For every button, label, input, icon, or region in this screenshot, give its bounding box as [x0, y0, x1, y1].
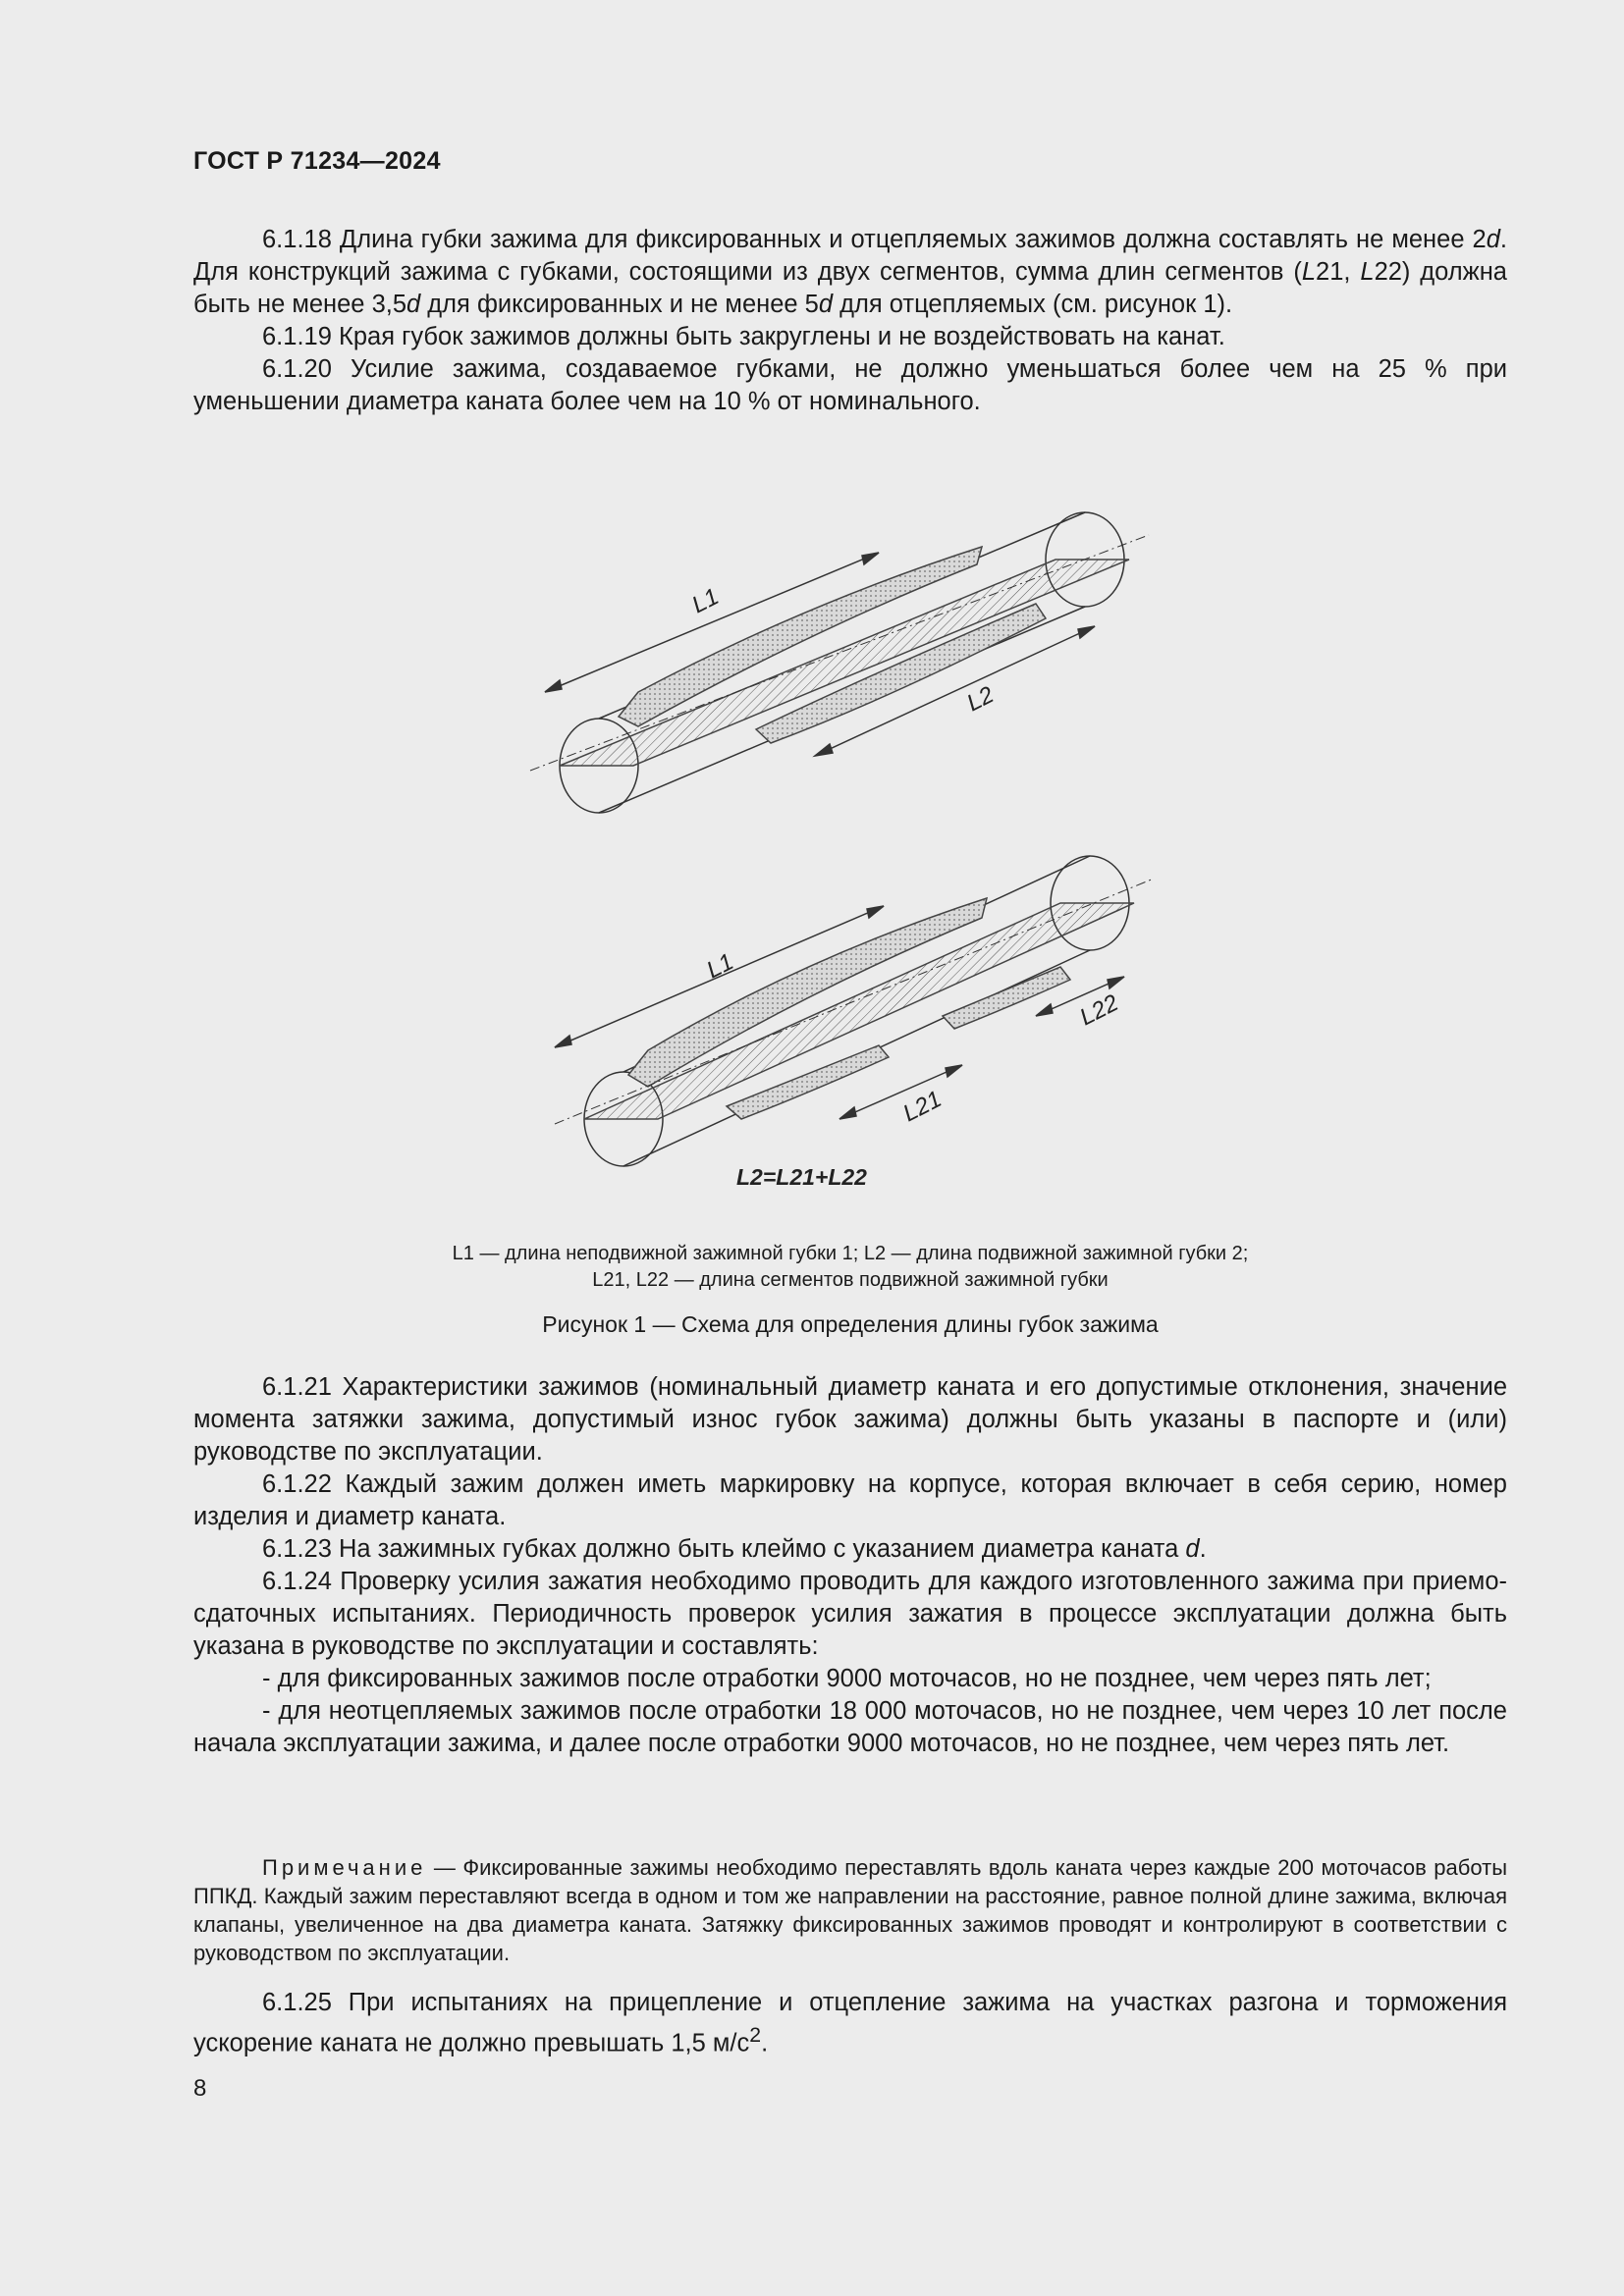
- symbol-d: d: [818, 291, 834, 318]
- figure-caption: Рисунок 1 — Схема для определения длины губок зажима: [542, 1311, 1159, 1337]
- label-top-l2: L2: [962, 681, 999, 718]
- bottom-diagram: [555, 856, 1154, 1166]
- formula-l2: L2=L21+L22: [736, 1164, 867, 1190]
- clause-text: для отцепляемых (см. рисунок 1).: [833, 291, 1233, 318]
- clause-text: 6.1.23 На зажимных губках должно быть клеймо с указанием диаметра каната: [262, 1535, 1186, 1563]
- arrow-head: [867, 906, 884, 918]
- label-bottom-l21: L21: [898, 1086, 947, 1128]
- list-item-detachable-clamps: - для неотцепляемых зажимов после отработки 18 000 моточасов, но не позднее, чем через 10 лет после начала эксплуатации зажима, и далее после отработки 9000 моточасов, но не позднее, чем через пять лет.: [193, 1697, 1507, 1757]
- arrow-head: [862, 553, 879, 564]
- clause-6-1-21: 6.1.21 Характеристики зажимов (номинальный диаметр каната и его допустимые отклонения, значение момента затяжки зажима, допустимый износ губок зажима) должны быть указаны в паспорте и (или) руководстве по эксплуатации.: [193, 1373, 1507, 1466]
- clause-text: 22) должна быть не менее 3,5: [193, 258, 1507, 318]
- note-block: [193, 1853, 1507, 1967]
- arrow-head: [555, 1036, 571, 1047]
- label-top-l1: L1: [687, 583, 724, 619]
- label-bottom-l22: L22: [1075, 989, 1123, 1032]
- arrow-head: [839, 1107, 856, 1119]
- clause-6-1-18: [193, 224, 1507, 321]
- superscript: 2: [749, 2023, 762, 2047]
- rope-section-hatched: [560, 560, 1129, 766]
- clause-6-1-24: 6.1.24 Проверку усилия зажатия необходимо проводить для каждого изготовленного зажима при приемо-сдаточных испытаниях. Периодичность проверок усилия зажатия в процессе эксплуатации должна быть указана в руководстве по эксплуатации и составлять:: [193, 1568, 1507, 1660]
- clause-text: .: [1199, 1535, 1207, 1563]
- symbol-l: L: [1301, 258, 1317, 286]
- arrow-head: [1078, 626, 1095, 638]
- symbol-d: d: [1185, 1535, 1200, 1563]
- symbol-l: L: [1360, 258, 1375, 286]
- arrow-head: [815, 744, 833, 756]
- clause-text: .: [761, 2029, 769, 2057]
- arrow-head: [1036, 1004, 1053, 1016]
- clause-text: . Для конструкций зажима с губками, состоящими из двух сегментов, сумма длин сегментов (: [193, 226, 1507, 286]
- legend-line-1: L1 — длина неподвижной зажимной губки 1; L2 — длина подвижной зажимной губки 2;: [452, 1243, 1249, 1264]
- symbol-d: d: [1486, 226, 1500, 253]
- clause-text: 6.1.25 При испытаниях на прицепление и отцепление зажима на участках разгона и торможения ускорение каната не должно превышать 1,5 м/с: [193, 1989, 1507, 2057]
- clause-6-1-23: [193, 1533, 1507, 1566]
- clause-text: для фиксированных и не менее 5: [420, 291, 819, 318]
- clause-text: 21,: [1316, 258, 1361, 286]
- legend-line-2: L21, L22 — длина сегментов подвижной зажимной губки: [592, 1269, 1109, 1291]
- page-number: 8: [193, 2075, 207, 2102]
- arrow-head: [946, 1065, 962, 1077]
- centerline: [555, 879, 1154, 1124]
- arrow-head: [545, 680, 562, 692]
- symbol-d: d: [406, 291, 421, 318]
- list-item-fixed-clamps: - для фиксированных зажимов после отработки 9000 моточасов, но не позднее, чем через пять лет;: [262, 1665, 1432, 1692]
- clauses-top: [193, 224, 1507, 418]
- clause-text: 6.1.18 Длина губки зажима для фиксированных и отцепляемых зажимов должна составлять не менее 2: [262, 226, 1487, 253]
- label-bottom-l1: L1: [702, 948, 738, 985]
- clause-6-1-19: 6.1.19 Края губок зажимов должны быть закруглены и не воздействовать на канат.: [262, 323, 1225, 350]
- clauses-bottom: [193, 1371, 1507, 1760]
- document-header: ГОСТ Р 71234—2024: [193, 147, 441, 175]
- dimension-line-l21: [839, 1065, 962, 1119]
- clause-6-1-22: 6.1.22 Каждый зажим должен иметь маркировку на корпусе, которая включает в себя серию, номер изделия и диаметр каната.: [193, 1470, 1507, 1530]
- arrow-head: [1108, 977, 1124, 988]
- figure-legend: [193, 1241, 1507, 1294]
- figure-clamp-jaw-diagram: [511, 486, 1198, 1212]
- clause-6-1-25: [193, 1987, 1507, 2060]
- note-text: — Фиксированные зажимы необходимо переставлять вдоль каната через каждые 200 моточасов работы ППКД. Каждый зажим переставляют всегда в одном и том же направлении на расстояние, равное полной длине зажима, включая клапаны, увеличенное на два диаметра каната. Затяжку фиксированных зажимов проводят и контролируют в соответствии с руководством по эксплуатации.: [193, 1855, 1507, 1965]
- note-label: Примечание: [262, 1855, 427, 1880]
- top-diagram: [530, 512, 1149, 813]
- clause-6-1-20: 6.1.20 Усилие зажима, создаваемое губками, не должно уменьшаться более чем на 25 % при уменьшении диаметра каната более чем на 10 % от номинального.: [193, 355, 1507, 415]
